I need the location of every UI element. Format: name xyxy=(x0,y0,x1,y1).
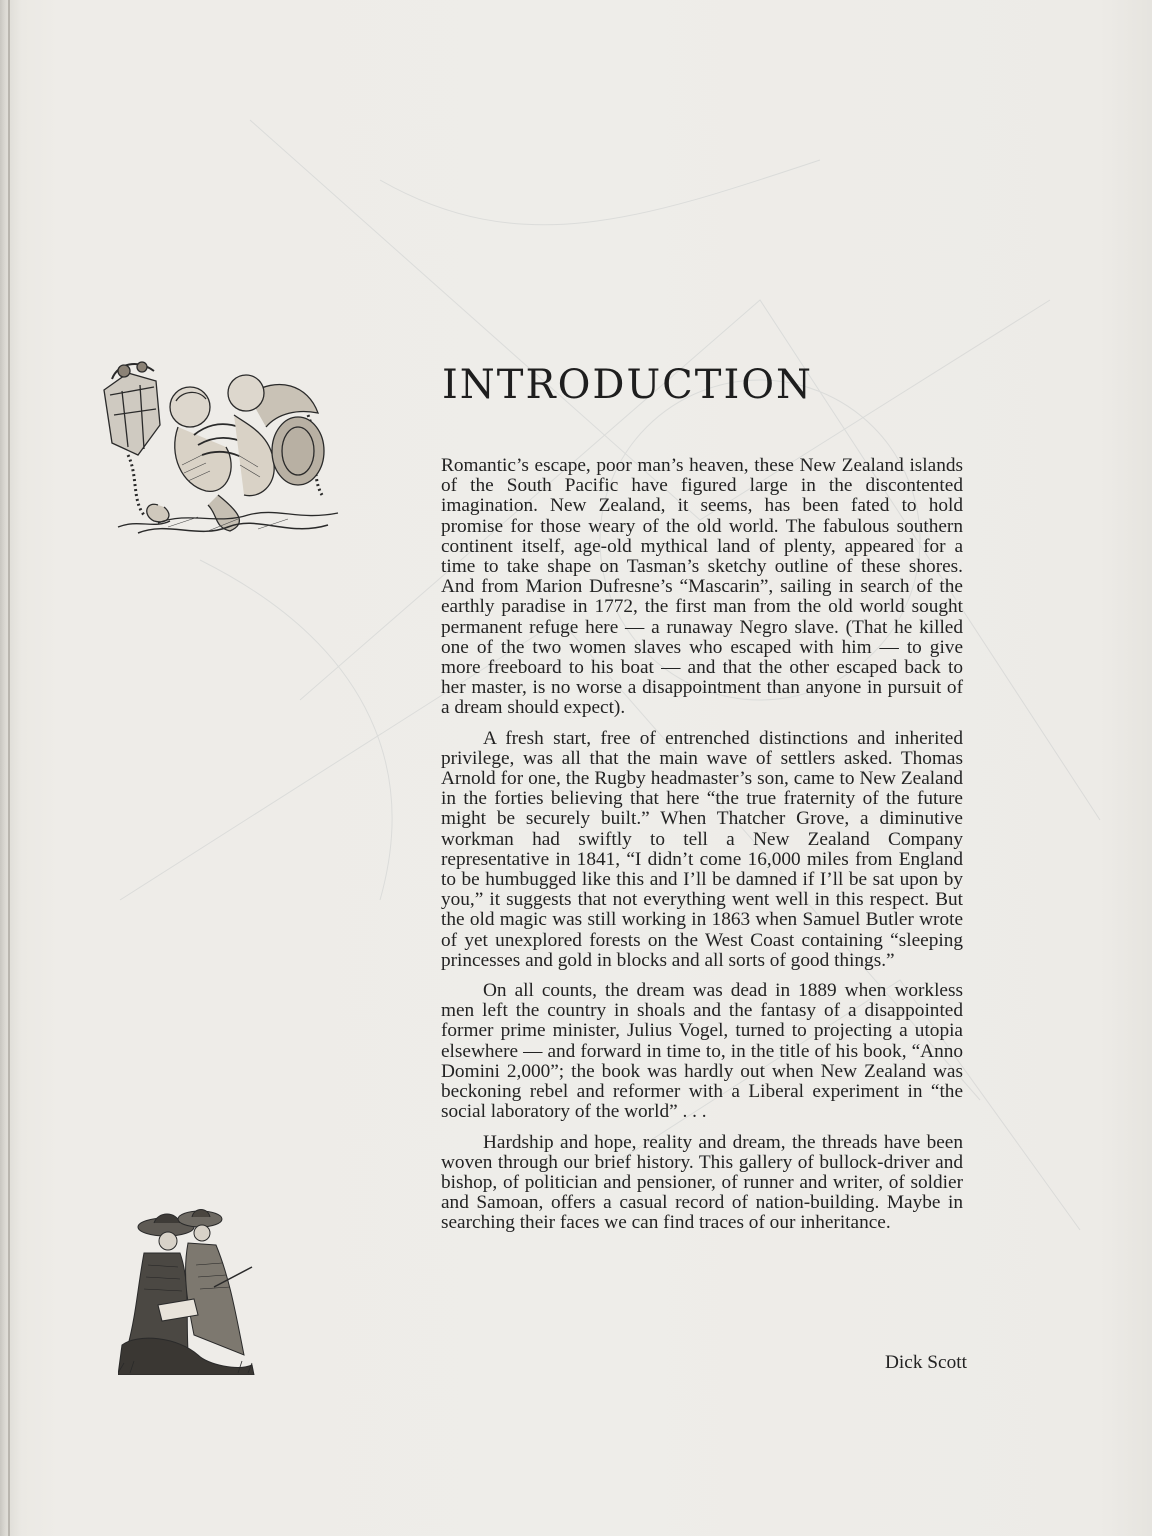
paragraph-4: Hardship and hope, reality and dream, the threads have been woven through our brief history. This gallery of bullock-driver and bishop, of politician and pensioner, of runner and writer, of soldier and Samoan, offers a casual record of nation-building. Maybe in searching their faces we can find traces of our inheritance. xyxy=(441,1131,963,1234)
cherubs-with-crest-engraving xyxy=(98,355,348,540)
introduction-text xyxy=(441,456,963,1244)
victorian-women-seated-engraving xyxy=(118,1205,258,1375)
page-title: INTRODUCTION xyxy=(442,362,814,408)
paragraph-1: Romantic’s escape, poor man’s heaven, these New Zealand islands of the South Pacific have figured large in the discontented imagination. New Zealand, it seems, has been fated to hold promise for those weary of the old world. The fabulous southern continent itself, age-old mythical land of plenty, appeared for a time to take shape on Tasman’s sketchy outline of these shores. And from Marion Dufresne’s “Mascarin”, sailing in search of the earthly paradise in 1772, the first man from the old world sought permanent refuge here — a runaway Negro slave. (That he killed one of the two women slaves who escaped with him — to give more freeboard to his boat — and that the other escaped back to her master, is no worse a disappointment than anyone in pursuit of a dream should expect). xyxy=(441,455,963,719)
paragraph-2: A fresh start, free of entrenched distinctions and inherited privilege, was all that the main wave of settlers asked. Thomas Arnold for one, the Rugby headmaster’s son, came to New Zealand in the forties believing that here “the true fraternity of the future might be securely built.” When Thatcher Grove, a diminutive workman had swiftly to tell a New Zealand Company representative in 1841, “I didn’t come 16,000 miles from England to be humbugged like this and I’ll be damned if I’ll be sat upon by you,” it suggests that not everything went well in this respect. But the old magic was still working in 1863 when Samuel Butler wrote of yet unexplored forests on the West Coast containing “sleeping princesses and gold in blocks and all sorts of good things.” xyxy=(441,727,963,971)
author-signature: Dick Scott xyxy=(885,1352,967,1373)
paragraph-3: On all counts, the dream was dead in 1889 when workless men left the country in shoals and the fantasy of a disappointed former prime minister, Julius Vogel, turned to projecting a utopia elsewhere — and forward in time to, in the title of his book, “Anno Domini 2,000”; the book was hardly out when New Zealand was beckoning rebel and reformer with a Liberal experiment in “the social laboratory of the world” . . . xyxy=(441,980,963,1123)
